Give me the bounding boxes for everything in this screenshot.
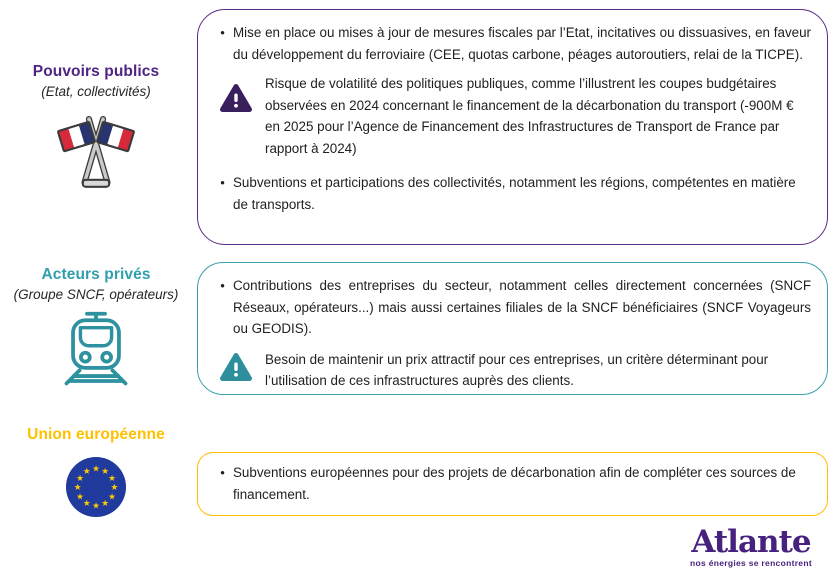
french-flags-icon [0,105,192,193]
section-title-acteurs-prives: Acteurs privés [41,266,151,283]
svg-text:★: ★ [101,467,110,478]
svg-text:★: ★ [76,473,84,484]
svg-text:★: ★ [101,498,110,509]
svg-text:★: ★ [76,492,84,503]
bullet-item [212,275,811,340]
section-title-pouvoirs-publics: Pouvoirs publics [32,63,160,80]
bullet-item [212,22,811,65]
acteurs-prives-box [197,262,828,395]
pouvoirs-publics-box [197,9,828,245]
svg-text:★: ★ [108,492,116,503]
warning-text: Besoin de maintenir un prix attractif pour ces entreprises, un critère déterminant pour l’utilisation de ces infrastructures auprès des clients. [265,351,769,388]
bullet-marker: • [220,278,225,293]
bullet-item [212,172,811,215]
section-pouvoirs-publics-label [0,63,192,193]
bullet-marker: • [220,465,225,480]
svg-text:★: ★ [92,501,100,512]
bullet-item [212,462,811,505]
svg-text:★: ★ [82,467,91,478]
logo-tagline: nos énergies se rencontrent [690,558,812,568]
svg-text:★: ★ [108,473,116,484]
warning-icon [219,83,253,115]
warning-text: Risque de volatilité des politiques publiques, comme l’illustrent les coupes budgétaires observées en 2024 concernant le financement de la décarbonation du transport (-900M € en 2025 pour l’Agence de Financement des Infrastructures de Transport de France par rapport à 2024) [265,76,794,156]
logo-wordmark: Atlante [691,524,811,560]
eu-flag-icon [0,456,192,518]
atlante-logo [676,524,826,568]
train-icon [0,308,192,390]
warning-row [219,349,811,392]
svg-text:★: ★ [92,464,100,475]
section-acteurs-prives-label [0,266,192,390]
bullet-marker: • [220,175,225,190]
section-subtitle-acteurs-prives: (Groupe SNCF, opérateurs) [13,287,179,302]
svg-text:★: ★ [73,483,82,494]
warning-icon [219,352,253,384]
svg-text:★: ★ [110,483,119,494]
bullet-marker: • [220,25,225,40]
section-subtitle-pouvoirs-publics: (Etat, collectivités) [41,84,151,99]
section-union-europeenne-label [0,426,192,518]
bullet-text: Contributions des entreprises du secteur, notamment celles directement concernées (SNCF Réseaux, opérateurs...) mais aussi certaines filiales de la SNCF bénéficiaires (SNCF Voyageurs ou GEODIS). [233,278,811,336]
bullet-text: Subventions et participations des collectivités, notamment les régions, compétentes en matière de transports. [233,175,796,212]
warning-row [219,73,811,159]
union-europeenne-box [197,452,828,516]
bullet-text: Subventions européennes pour des projets de décarbonation afin de compléter ces sources de financement. [233,465,796,502]
bullet-text: Mise en place ou mises à jour de mesures fiscales par l’Etat, incitatives ou dissuasives, en faveur du développement du ferroviaire (CEE, quotas carbone, péages autoroutiers, relai de la TICPE). [233,25,811,62]
section-title-union-europeenne: Union européenne [27,426,165,443]
svg-text:★: ★ [82,498,91,509]
